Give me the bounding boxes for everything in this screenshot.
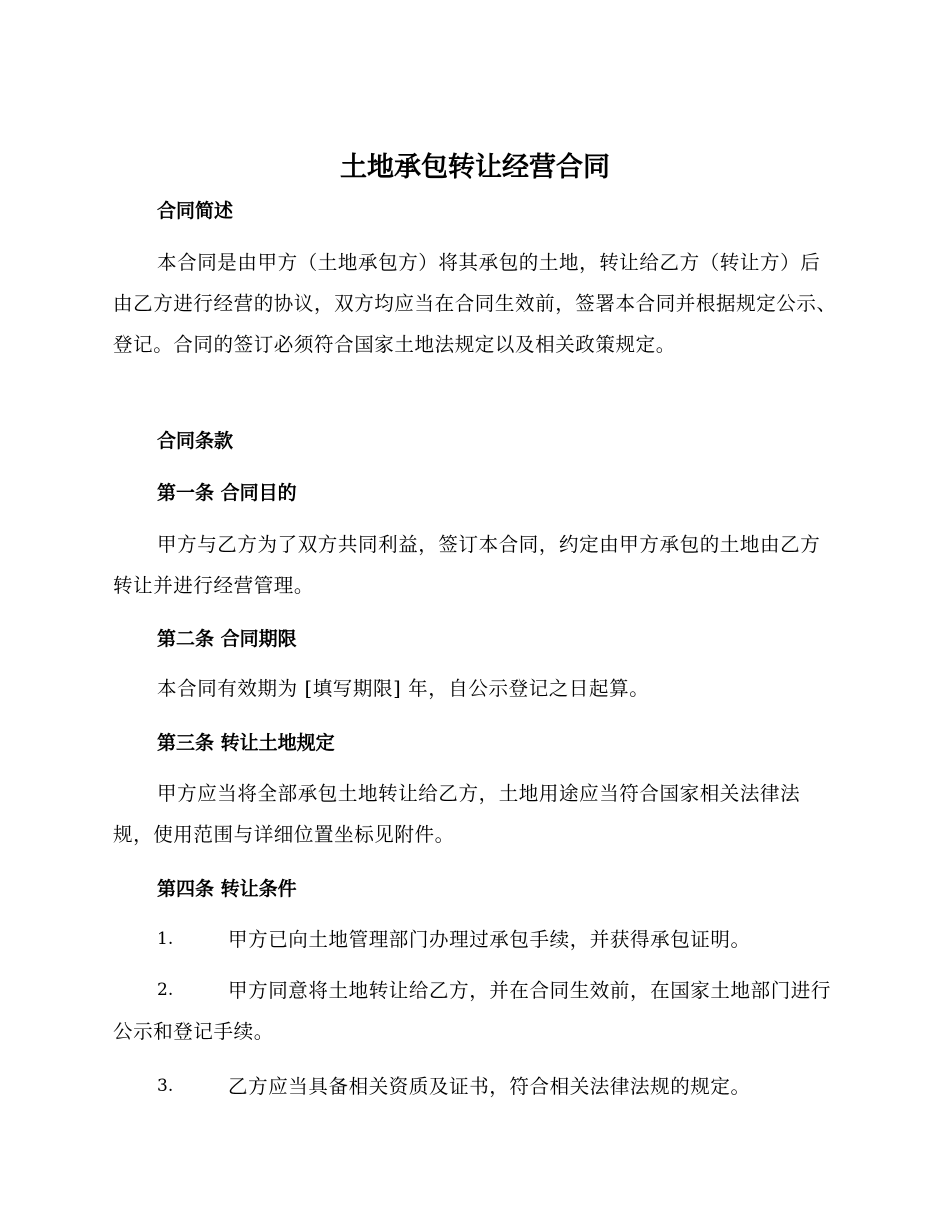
document-title: 土地承包转让经营合同: [340, 152, 610, 183]
article-2-heading: 第二条 合同期限: [157, 628, 297, 650]
list-item: [113, 970, 838, 1052]
list-item-number: 2.: [157, 980, 174, 1000]
list-item-text: 甲方已向土地管理部门办理过承包手续，并获得承包证明。: [228, 928, 751, 951]
article-3-heading: 第三条 转让土地规定: [157, 732, 335, 754]
summary-paragraph: 本合同是由甲方（土地承包方）将其承包的土地，转让给乙方（转让方）后由乙方进行经营的协议，双方均应当在合同生效前，签署本合同并根据规定公示、登记。合同的签订必须符合国家土地法规定以及相关政策规定。: [113, 251, 837, 356]
article-2-paragraph: 本合同有效期为 [填写期限] 年，自公示登记之日起算。: [157, 677, 650, 700]
list-item: [113, 1066, 838, 1107]
article-1-heading: 第一条 合同目的: [157, 482, 297, 504]
list-item: [113, 919, 838, 960]
list-item-number: 1.: [157, 929, 174, 949]
article-3-paragraph: 甲方应当将全部承包土地转让给乙方，土地用途应当符合国家相关法律法规，使用范围与详细位置坐标见附件。: [113, 782, 801, 846]
list-item-text: 乙方应当具备相关资质及证书，符合相关法律法规的规定。: [228, 1075, 751, 1098]
list-item-text: 甲方同意将土地转让给乙方，并在合同生效前，在国家土地部门进行公示和登记手续。: [113, 979, 832, 1043]
article-4-heading: 第四条 转让条件: [157, 878, 297, 900]
list-item-number: 3.: [157, 1076, 174, 1096]
terms-heading: 合同条款: [157, 430, 234, 452]
summary-heading: 合同简述: [157, 200, 234, 222]
article-1-paragraph: 甲方与乙方为了双方共同利益，签订本合同，约定由甲方承包的土地由乙方转让并进行经营管理。: [113, 533, 821, 597]
